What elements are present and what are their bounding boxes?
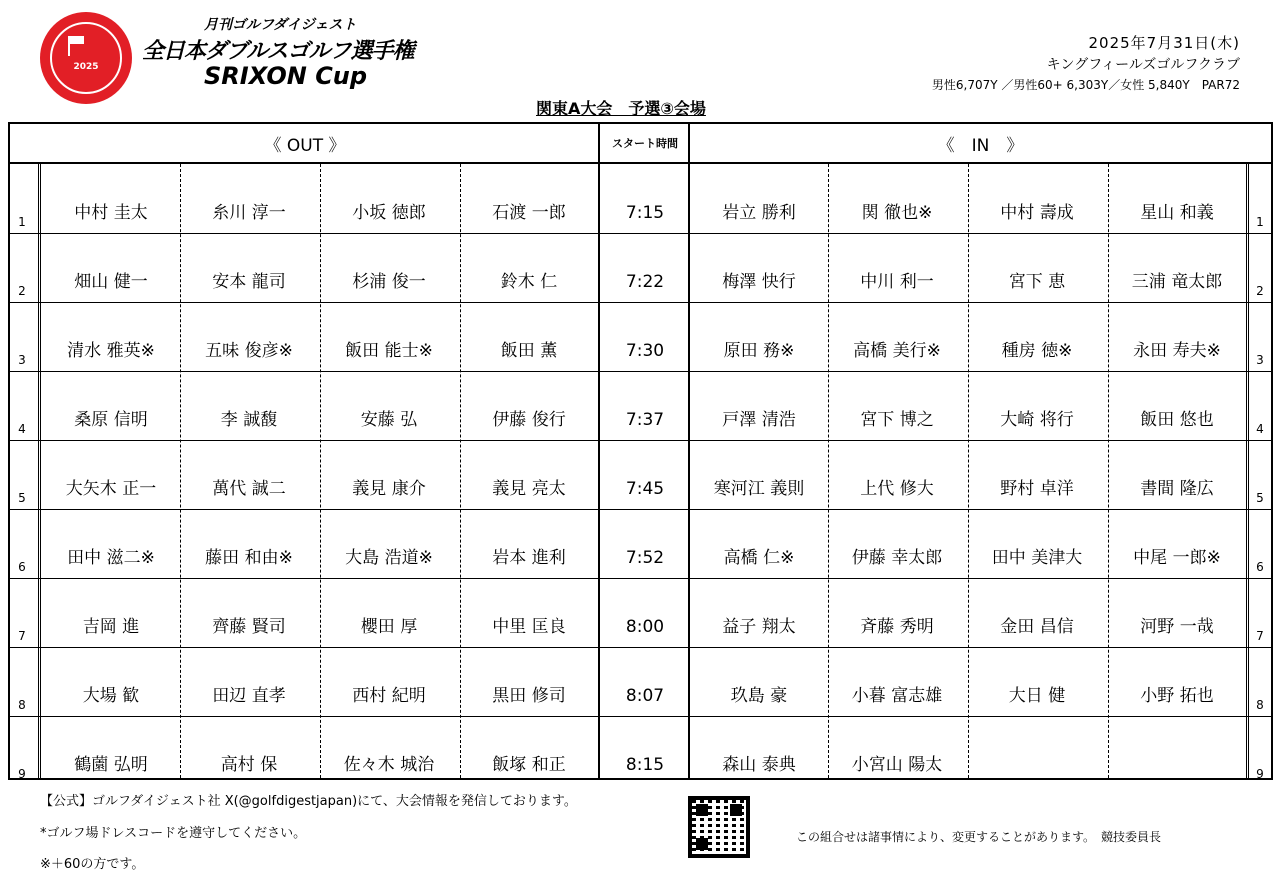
row-divider [10,440,1271,441]
out-player-name: 飯田 能士※ [345,341,433,361]
row-number-right: 1 [1256,215,1264,229]
out-player-name: 黒田 修司 [492,686,566,706]
yardage-info: 男性6,707Y ／男性60+ 6,303Y／女性 5,840Y PAR72 [931,78,1240,92]
row-number-right: 7 [1256,629,1264,643]
out-player-name: 安藤 弘 [360,410,418,430]
row-number-left: 3 [18,353,26,367]
out-player-name: 李 誠馥 [220,410,278,430]
in-player-name: 森山 泰典 [722,755,796,775]
in-player-name: 岩立 勝利 [722,203,796,223]
qr-code-icon[interactable] [688,796,750,858]
row-divider [10,302,1271,303]
out-player-name: 伊藤 俊行 [492,410,566,430]
row-number-right: 4 [1256,422,1264,436]
row-number-left: 7 [18,629,26,643]
out-player-name: 飯田 薫 [500,341,558,361]
out-player-name: 中里 匡良 [492,617,566,637]
row-number-left: 8 [18,698,26,712]
column-divider [38,164,41,778]
out-player-name: 櫻田 厚 [360,617,418,637]
row-number-right: 5 [1256,491,1264,505]
out-player-name: 五味 俊彦※ [205,341,293,361]
out-player-name: 西村 紀明 [352,686,426,706]
footer-dress-code: *ゴルフ場ドレスコードを遵守してください。 [40,826,307,841]
club-name: キングフィールズゴルフクラブ [1046,57,1240,73]
start-time: 8:07 [625,686,665,706]
row-number-right: 8 [1256,698,1264,712]
in-player-name: 小暮 富志雄 [851,686,943,706]
out-player-name: 田中 滋二※ [67,548,155,568]
out-player-name: 大島 浩道※ [345,548,433,568]
magazine-title: 月刊ゴルフダイジェスト [204,17,357,33]
out-player-name: 佐々木 城治 [343,755,435,775]
row-divider [10,647,1271,648]
in-player-name: 野村 卓洋 [1000,479,1074,499]
in-player-name: 上代 修大 [860,479,934,499]
in-player-name: 宮下 恵 [1008,272,1066,292]
row-number-left: 2 [18,284,26,298]
start-time: 7:52 [625,548,665,568]
out-player-name: 鈴木 仁 [500,272,558,292]
in-player-name: 宮下 博之 [860,410,934,430]
out-player-name: 吉岡 進 [82,617,140,637]
venue-title: 関東A大会 予選③会場 [536,99,706,118]
in-player-name: 種房 徳※ [1001,341,1073,361]
in-player-name: 玖島 豪 [730,686,788,706]
in-player-name: 小野 拓也 [1140,686,1214,706]
row-number-left: 6 [18,560,26,574]
out-player-name: 義見 亮太 [492,479,566,499]
out-player-name: 義見 康介 [352,479,426,499]
column-divider [1246,164,1249,778]
in-player-name: 中尾 一郎※ [1133,548,1221,568]
in-player-name: 高橋 美行※ [853,341,941,361]
footer-social-note: 【公式】ゴルフダイジェスト社 X(@golfdigestjapan)にて、大会情報を発信しております。 [40,794,577,809]
event-title: 全日本ダブルスゴルフ選手権 [142,39,414,64]
out-player-name: 飯塚 和正 [492,755,566,775]
in-player-name [968,749,1106,781]
pairing-table [8,122,1273,780]
row-number-left: 5 [18,491,26,505]
out-player-name: 糸川 淳一 [212,203,286,223]
out-player-name: 大場 歓 [82,686,140,706]
out-player-name: 中村 圭太 [74,203,148,223]
out-player-name: 高村 保 [220,755,278,775]
start-time: 7:37 [625,410,665,430]
in-player-name: 三浦 竜太郎 [1131,272,1223,292]
in-player-name [1108,749,1246,781]
event-date: 2025年7月31日(木) [1088,34,1240,52]
in-player-name: 永田 寿夫※ [1133,341,1221,361]
cup-title: SRIXON Cup [204,62,368,90]
row-divider [10,371,1271,372]
row-number-left: 1 [18,215,26,229]
out-player-name: 安本 龍司 [212,272,286,292]
row-number-right: 6 [1256,560,1264,574]
in-player-name: 大日 健 [1008,686,1066,706]
row-number-right: 3 [1256,353,1264,367]
row-divider [10,716,1271,717]
start-time: 7:22 [625,272,665,292]
in-player-name: 小宮山 陽太 [851,755,943,775]
in-player-name: 高橋 仁※ [723,548,795,568]
row-divider [10,578,1271,579]
start-time: 7:30 [625,341,665,361]
out-player-name: 齊藤 賢司 [212,617,286,637]
in-player-name: 中村 壽成 [1000,203,1074,223]
in-player-name: 金田 昌信 [1000,617,1074,637]
out-player-name: 大矢木 正一 [65,479,157,499]
out-header: 《 OUT 》 [10,124,600,164]
in-header: 《 IN 》 [690,124,1271,164]
start-time: 8:15 [625,755,665,775]
out-player-name: 萬代 誠二 [212,479,286,499]
in-player-name: 田中 美津大 [991,548,1083,568]
start-time: 7:15 [625,203,665,223]
footer-senior-note: ※＋60の方です。 [40,857,145,872]
in-player-name: 関 徹也※ [861,203,933,223]
start-time-header: スタート時間 [600,124,690,164]
in-player-name: 原田 務※ [723,341,795,361]
in-player-name: 飯田 悠也 [1140,410,1214,430]
out-player-name: 清水 雅英※ [67,341,155,361]
row-number-left: 9 [18,767,26,781]
in-player-name: 大崎 将行 [1000,410,1074,430]
logo-ring [50,22,122,94]
in-player-name: 書間 隆広 [1140,479,1214,499]
start-time: 8:00 [625,617,665,637]
row-number-left: 4 [18,422,26,436]
out-player-name: 杉浦 俊一 [352,272,426,292]
in-player-name: 益子 翔太 [722,617,796,637]
out-player-name: 岩本 進利 [492,548,566,568]
logo-year: 2025 [73,62,99,72]
start-time: 7:45 [625,479,665,499]
row-number-right: 9 [1256,767,1264,781]
row-number-right: 2 [1256,284,1264,298]
championship-logo [40,12,132,104]
footer-change-notice: この組合せは諸事情により、変更することがあります。 競技委員長 [796,830,1162,844]
in-player-name: 寒河江 義則 [713,479,805,499]
out-player-name: 鶴薗 弘明 [74,755,148,775]
out-player-name: 石渡 一郎 [492,203,566,223]
row-divider [10,509,1271,510]
out-player-name: 桑原 信明 [74,410,148,430]
in-player-name: 河野 一哉 [1140,617,1214,637]
row-divider [10,233,1271,234]
in-player-name: 伊藤 幸太郎 [851,548,943,568]
in-player-name: 斉藤 秀明 [860,617,934,637]
golf-flag-icon [68,36,104,56]
out-player-name: 畑山 健一 [74,272,148,292]
in-player-name: 梅澤 快行 [722,272,796,292]
out-player-name: 田辺 直孝 [212,686,286,706]
out-player-name: 藤田 和由※ [205,548,293,568]
in-player-name: 中川 利一 [860,272,934,292]
in-player-name: 戸澤 清浩 [722,410,796,430]
in-player-name: 星山 和義 [1140,203,1214,223]
out-player-name: 小坂 徳郎 [352,203,426,223]
